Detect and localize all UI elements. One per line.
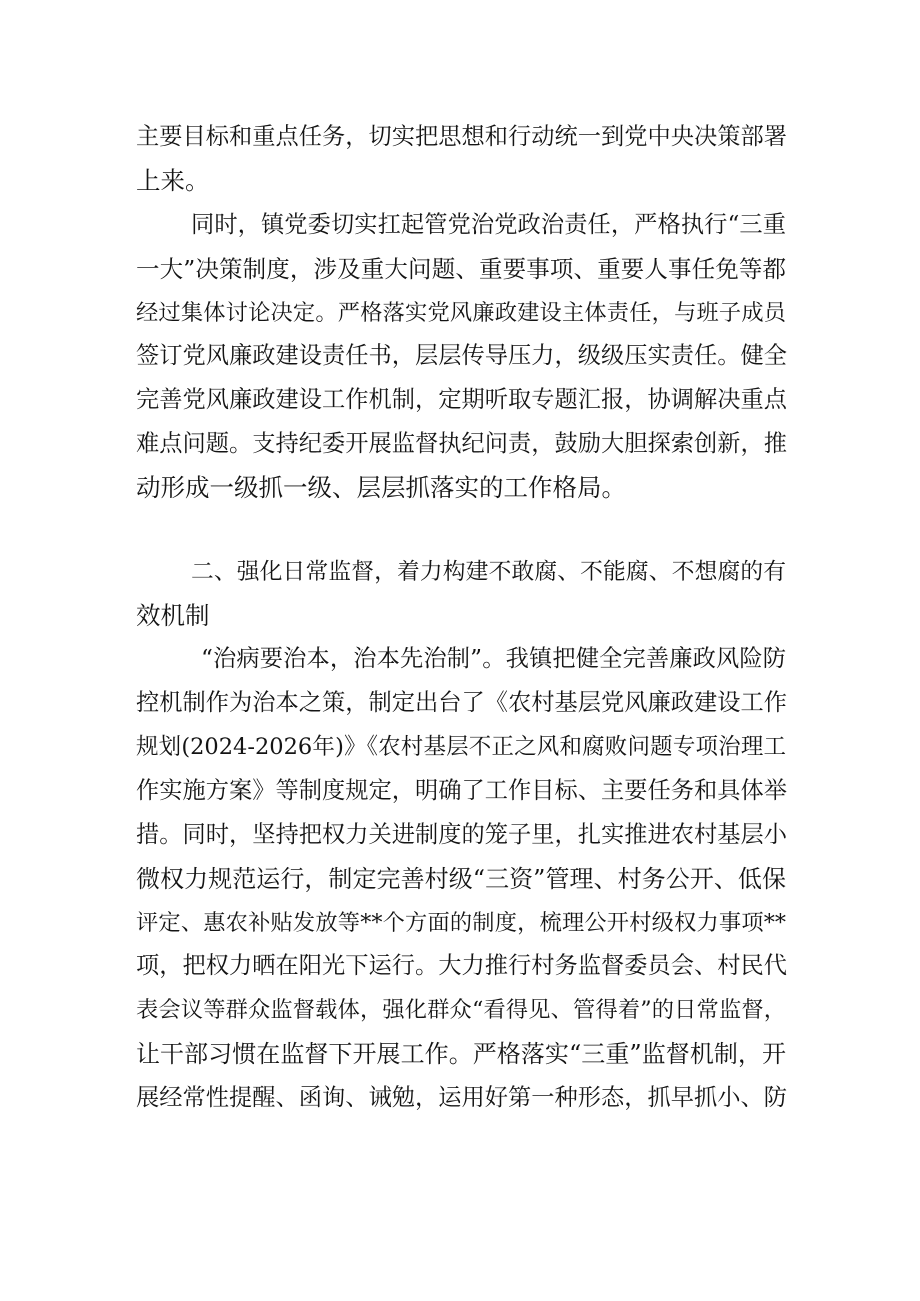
paragraph-first-line: 同时，镇党委切实扛起管党治党政治责任，严格执行“三重	[191, 211, 786, 238]
text-line: 让干部习惯在监督下开展工作。严格落实“三重”监督机制，开	[136, 1040, 786, 1068]
text-line: 项，把权力晒在阳光下运行。大力推行村务监督委员会、村民代	[136, 952, 788, 979]
text-line: 一大”决策制度，涉及重大问题、重要事项、重要人事任免等都	[136, 255, 786, 283]
section-heading-continued: 效机制	[136, 601, 210, 630]
text-line: 主要目标和重点任务，切实把思想和行动统一到党中央决策部署	[136, 123, 788, 150]
text-line: 微权力规范运行，制定完善村级“三资”管理、村务公开、低保	[136, 865, 786, 893]
text-line: 上来。	[136, 166, 210, 195]
text-line: 措。同时，坚持把权力关进制度的笼子里，扎实推进农村基层小	[136, 821, 788, 848]
text-line: 表会议等群众监督载体，强化群众“看得见、管得着”的日常监督，	[136, 997, 786, 1023]
section-heading: 二、强化日常监督，着力构建不敢腐、不能腐、不想腐的有	[191, 559, 786, 585]
text-line: 完善党风廉政建设工作机制，定期听取专题汇报，协调解决重点	[136, 386, 788, 413]
text-line: 签订党风廉政建设责任书，层层传导压力，级级压实责任。健全	[136, 342, 788, 369]
text-line: 难点问题。支持纪委开展监督执纪问责，鼓励大胆探索创新，推	[136, 430, 788, 457]
text-line: 展经常性提醒、函询、诫勉，运用好第一种形态，抓早抓小、防	[136, 1084, 788, 1111]
text-line: 经过集体讨论决定。严格落实党风廉政建设主体责任，与班子成员	[136, 300, 786, 326]
text-line: 作实施方案》等制度规定，明确了工作目标、主要任务和具体举	[136, 777, 788, 804]
text-line: 评定、惠农补贴发放等**个方面的制度，梳理公开村级权力事项**	[136, 910, 786, 936]
text-line: 动形成一级抓一级、层层抓落实的工作格局。	[136, 473, 626, 502]
paragraph-first-line: “治病要治本，治本先治制”。我镇把健全完善廉政风险防	[201, 645, 786, 672]
text-line: 控机制作为治本之策，制定出台了《农村基层党风廉政建设工作	[136, 689, 788, 716]
text-line: 规划(2024-2026年)》《农村基层不正之风和腐败问题专项治理工	[136, 734, 786, 760]
